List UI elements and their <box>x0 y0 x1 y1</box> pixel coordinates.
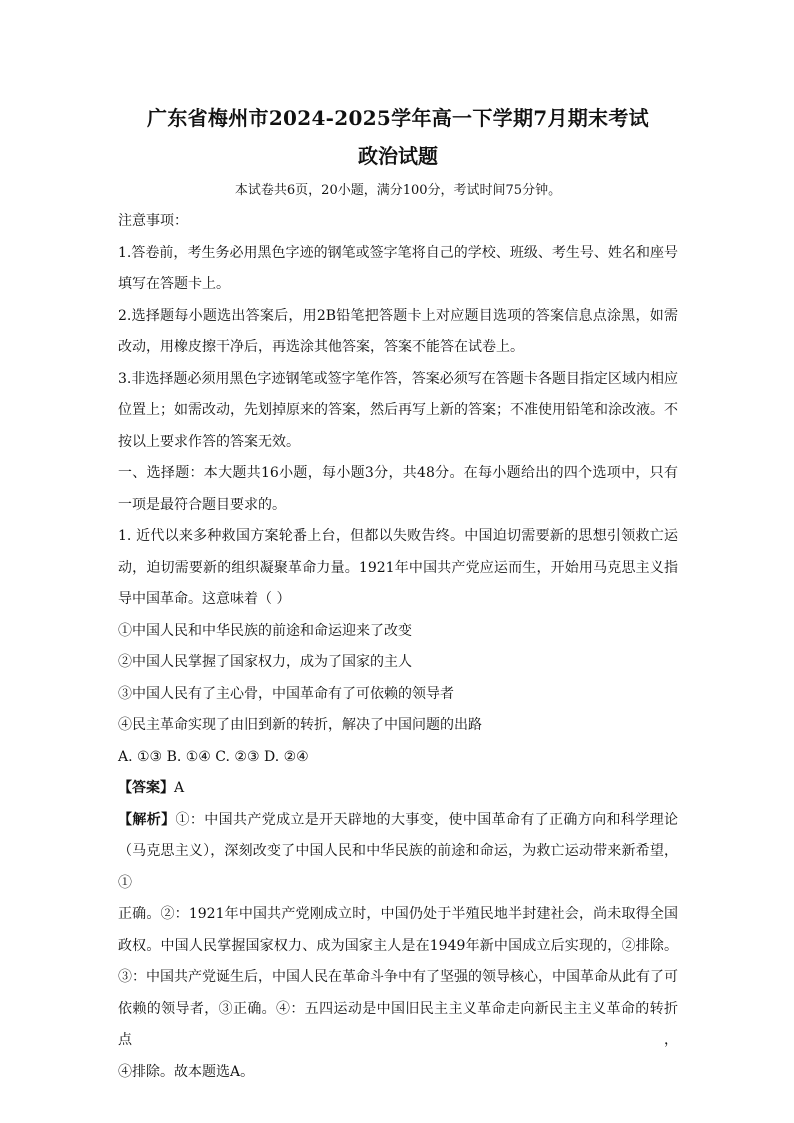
analysis-line-6: 依赖的领导者，③正确。④：五四运动是中国旧民主主义革命走向新民主主义革命的转折点， <box>118 1000 678 1048</box>
analysis-line-1 <box>118 805 678 837</box>
statement-1: ①中国人民和中华民族的前途和命运迎来了改变 <box>118 622 412 639</box>
note-2-line-1: 2.选择题每小题选出答案后，用2B铅笔把答题卡上对应题目选项的答案信息点涂黑，如需 <box>118 307 678 324</box>
note-1-line-1: 1.答卷前，考生务必用黑色字迹的钢笔或签字笔将自己的学校、班级、考生号、姓名和座号 <box>118 244 678 261</box>
analysis-line-5: ③：中国共产党诞生后，中国人民在革命斗争中有了坚强的领导核心，中国革命从此有了可 <box>118 969 678 985</box>
exam-meta: 本试卷共6页，20小题，满分100分，考试时间75分钟。 <box>234 183 562 198</box>
question-stem-line-3: 导中国革命。这意味着（ ） <box>118 591 291 607</box>
analysis-line-7: ④排除。故本题选A。 <box>118 1063 255 1080</box>
answer-line <box>118 773 678 805</box>
analysis-line-3: 正确。②：1921年中国共产党刚成立时，中国仍处于半殖民地半封建社会，尚未取得全国 <box>118 906 678 922</box>
notes-heading: 注意事项： <box>118 213 188 229</box>
answer-options: A. ①③ B. ①④ C. ②③ D. ②④ <box>118 748 309 765</box>
answer-label: 【答案】 <box>118 780 174 796</box>
section-heading <box>118 458 678 521</box>
note-3-line-1: 3.非选择题必须用黑色字迹钢笔或签字笔作答，答案必须写在答题卡各题目指定区域内相应 <box>118 370 678 387</box>
analysis-line-4: 政权。中国人民掌握国家权力、成为国家主人是在1949年新中国成立后实现的，②排除。 <box>118 937 678 954</box>
section-line-1: 一、选择题：本大题共16小题，每小题3分，共48分。在每小题给出的四个选项中，只有 <box>118 465 678 481</box>
note-2-line-2: 改动，用橡皮擦干净后，再选涂其他答案，答案不能答在试卷上。 <box>118 339 524 355</box>
analysis-text-1: ①：中国共产党成立是开天辟地的大事变，使中国革命有了正确方向和科学理论 <box>175 811 679 828</box>
analysis-label: 【解析】 <box>118 811 176 828</box>
section-line-2: 一项是最符合题目要求的。 <box>118 496 286 513</box>
question-stem-line-1: 1. 近代以来多种救国方案轮番上台，但都以失败告终。中国迫切需要新的思想引领救亡运 <box>118 528 678 544</box>
note-3-line-3: 按以上要求作答的答案无效。 <box>118 433 300 450</box>
note-3-line-2: 位置上；如需改动，先划掉原来的答案，然后再写上新的答案；不准使用铅笔和涂改液。不 <box>118 402 678 418</box>
notes-block <box>118 206 678 458</box>
note-1-line-2: 填写在答题卡上。 <box>118 276 230 292</box>
exam-page <box>118 100 678 1088</box>
page-title: 广东省梅州市2024-2025学年高一下学期7月期末考试 <box>147 106 649 130</box>
statement-2: ②中国人民掌握了国家权力，成为了国家的主人 <box>118 654 412 670</box>
statement-3: ③中国人民有了主心骨，中国革命有了可依赖的领导者 <box>118 685 454 702</box>
question-1 <box>118 521 678 1088</box>
analysis-line-2: （马克思主义），深刻改变了中国人民和中华民族的前途和命运，为救亡运动带来新希望，① <box>118 843 678 891</box>
statement-4: ④民主革命实现了由旧到新的转折，解决了中国问题的出路 <box>118 717 482 733</box>
answer-value: A <box>174 780 185 796</box>
question-stem-line-2: 动，迫切需要新的组织凝聚革命力量。1921年中国共产党应运而生，开始用马克思主义指 <box>118 559 678 576</box>
page-subtitle: 政治试题 <box>358 144 438 168</box>
